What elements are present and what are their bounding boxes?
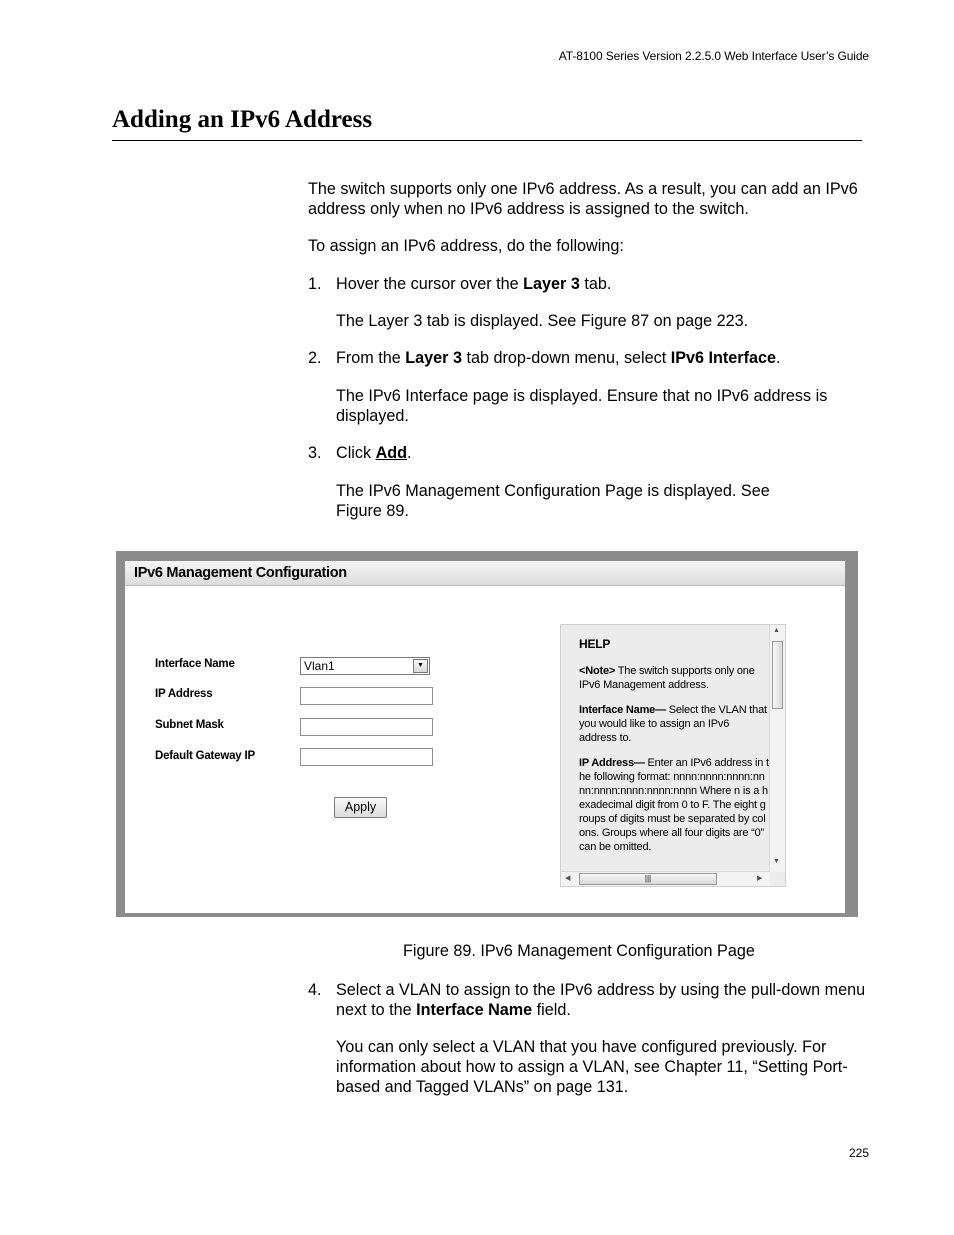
page-header: AT-8100 Series Version 2.2.5.0 Web Interface User’s Guide (558, 49, 869, 63)
ip-address-input[interactable] (300, 687, 433, 705)
step-number: 1. (308, 275, 322, 293)
page-number: 225 (848, 1146, 869, 1160)
step-number: 4. (308, 981, 322, 999)
horizontal-scroll-thumb[interactable]: ||| (579, 873, 717, 885)
chevron-down-icon[interactable]: ▼ (413, 659, 428, 673)
help-horizontal-scrollbar[interactable] (561, 871, 770, 886)
ip-address-label: IP Address (155, 688, 213, 700)
step-number: 2. (308, 349, 322, 367)
help-ip-address: IP Address— Enter an IPv6 address in the following format: nnnn:nnnn:nnnn:nnnn:nnnn:nnnn:nnnn:nnnn Where n is a hexadecimal digit from 0 to F. The eight groups of digits must be separated by colons. Groups where all four digits are “0” can be omitted. (579, 757, 769, 853)
help-note: <Note> The switch supports only one IPv6 Management address. (579, 665, 755, 691)
figure-caption: Figure 89. IPv6 Management Configuration Page (403, 942, 755, 960)
title-rule (112, 140, 862, 141)
apply-button[interactable]: Apply (334, 797, 387, 818)
figure-screenshot (116, 551, 858, 917)
config-panel (125, 561, 845, 913)
scroll-right-icon[interactable]: ▶ (757, 875, 763, 882)
page-title: Adding an IPv6 Address (112, 106, 373, 133)
scroll-down-icon[interactable]: ▼ (773, 858, 780, 865)
panel-title-bar (125, 561, 845, 586)
help-vertical-scrollbar[interactable] (769, 625, 785, 872)
help-panel (560, 624, 786, 887)
step-text: From the Layer 3 tab drop-down menu, select IPv6 Interface. (336, 349, 781, 367)
help-text (579, 637, 769, 869)
interface-name-label: Interface Name (155, 658, 235, 670)
scroll-up-icon[interactable]: ▲ (773, 627, 780, 634)
step-text: Hover the cursor over the Layer 3 tab. (336, 275, 612, 293)
intro-paragraph-1: The switch supports only one IPv6 address. As a result, you can add an IPv6 address only when no IPv6 address is assigned to the switch. (308, 180, 858, 218)
interface-name-value: Vlan1 (304, 659, 335, 673)
interface-name-select[interactable] (300, 657, 430, 675)
help-heading: HELP (579, 637, 611, 651)
step-text: Select a VLAN to assign to the IPv6 address by using the pull-down menu next to the Interface Name field. (336, 981, 866, 1019)
help-interface-name: Interface Name— Select the VLAN that you would like to assign an IPv6 address to. (579, 704, 767, 744)
scroll-left-icon[interactable]: ◀ (565, 875, 571, 882)
step-text: Click Add. (336, 444, 412, 462)
panel-title: IPv6 Management Configuration (134, 565, 347, 581)
default-gateway-label: Default Gateway IP (155, 750, 255, 762)
intro-paragraph-2: To assign an IPv6 address, do the following: (308, 237, 624, 255)
subnet-mask-label: Subnet Mask (155, 719, 224, 731)
vertical-scroll-thumb[interactable] (772, 641, 783, 709)
default-gateway-input[interactable] (300, 748, 433, 766)
step-number: 3. (308, 444, 322, 462)
subnet-mask-input[interactable] (300, 718, 433, 736)
